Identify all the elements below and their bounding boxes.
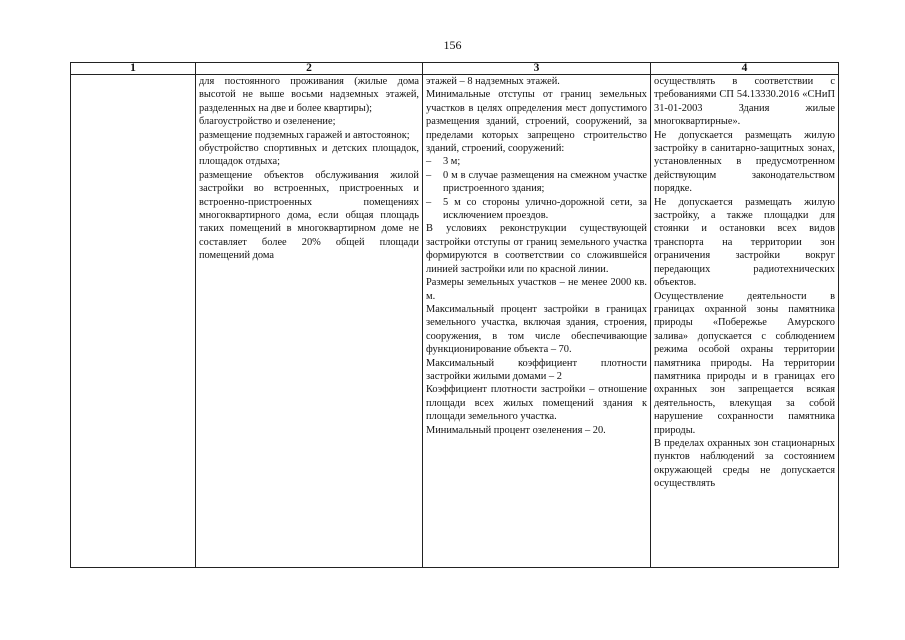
parameters-text: этажей – 8 надземных этажей. Минимальные отступы от границ земельных участков в целях определения мест допустимого размещения зданий, строений, сооружений, за пределами которых запрещено строительство зданий, строений, сооружений: – 3 м; – 0 м в случае размещения на смежном участке пристроенного здания; – 5 м со стороны улично-дорожной сети, за исключением проездов. В условиях реконструкции существующей застройки отступы от границ земельного участка формируются в соответствии со сложившейся линией застройки или по красной линии. Размеры земельных участков – не менее 2000 кв. м. Максимальный процент застройки в границах земельного участка, включая здания, строения, сооружения, в том числе обеспечивающие функционирование объекта – 70. Максимальный коэффициент плотности застройки жилыми домами – 2 Коэффициент плотности застройки – отношение площади всех жилых помещений здания к площади земельного участка. Минимальный процент озеленения – 20. xyxy=(426,75,647,437)
column-header-3: 3 xyxy=(423,63,651,75)
column-header-4: 4 xyxy=(651,63,839,75)
cell-col1 xyxy=(71,75,196,568)
restrictions-text: осуществлять в соответствии с требованиями СП 54.13330.2016 «СНиП 31-01-2003 Здания жилые многоквартирные». Не допускается размещать жилую застройку в санитарно-защитных зонах, установленных в предусмотренном действующим законодательством порядке. Не допускается размещать жилую застройку, а также площадки для стоянки и остановки всех видов транспорта на территории зон ограничения застройки вокруг передающих радиотехнических объектов. Осуществление деятельности в границах охранной зоны памятника природы «Побережье Амурского залива» допускается с соблюдением режима особой охраны территории памятника природы. На территории памятника природы и в границах его охранных зон запрещается всякая деятельность, влекущая за собой нарушение сохранности памятника природы. В пределах охранных зон стационарных пунктов наблюдений за состоянием окружающей среды не допускается осуществлять xyxy=(654,76,835,490)
list-item: – 5 м со стороны улично-дорожной сети, за исключением проездов. xyxy=(443,196,647,223)
page-number: 156 xyxy=(443,38,462,52)
cell-col3 xyxy=(423,75,651,568)
cell-col4 xyxy=(651,75,839,568)
setback-list xyxy=(426,155,647,222)
cell-col2 xyxy=(196,75,423,568)
column-header-1: 1 xyxy=(71,63,196,75)
list-item: – 0 м в случае размещения на смежном участке пристроенного здания; xyxy=(443,169,647,196)
permitted-uses-text: для постоянного проживания (жилые дома высотой не выше восьми надземных этажей, разделенных на две и более квартиры); благоустройство и озеленение; размещение подземных гаражей и автостоянок; обустройство спортивных и детских площадок, площадок отдыха; размещение объектов обслуживания жилой застройки во встроенных, пристроенных и встроенно-пристроенных помещениях многоквартирного дома, если общая площадь таких помещений в многоквартирном доме не составляет более 20% общей площади помещений дома xyxy=(199,76,419,262)
column-header-2: 2 xyxy=(196,63,423,75)
header-row xyxy=(71,63,839,75)
list-item: – 3 м; xyxy=(443,155,647,168)
table-row xyxy=(71,75,839,568)
regulation-table xyxy=(70,62,839,568)
